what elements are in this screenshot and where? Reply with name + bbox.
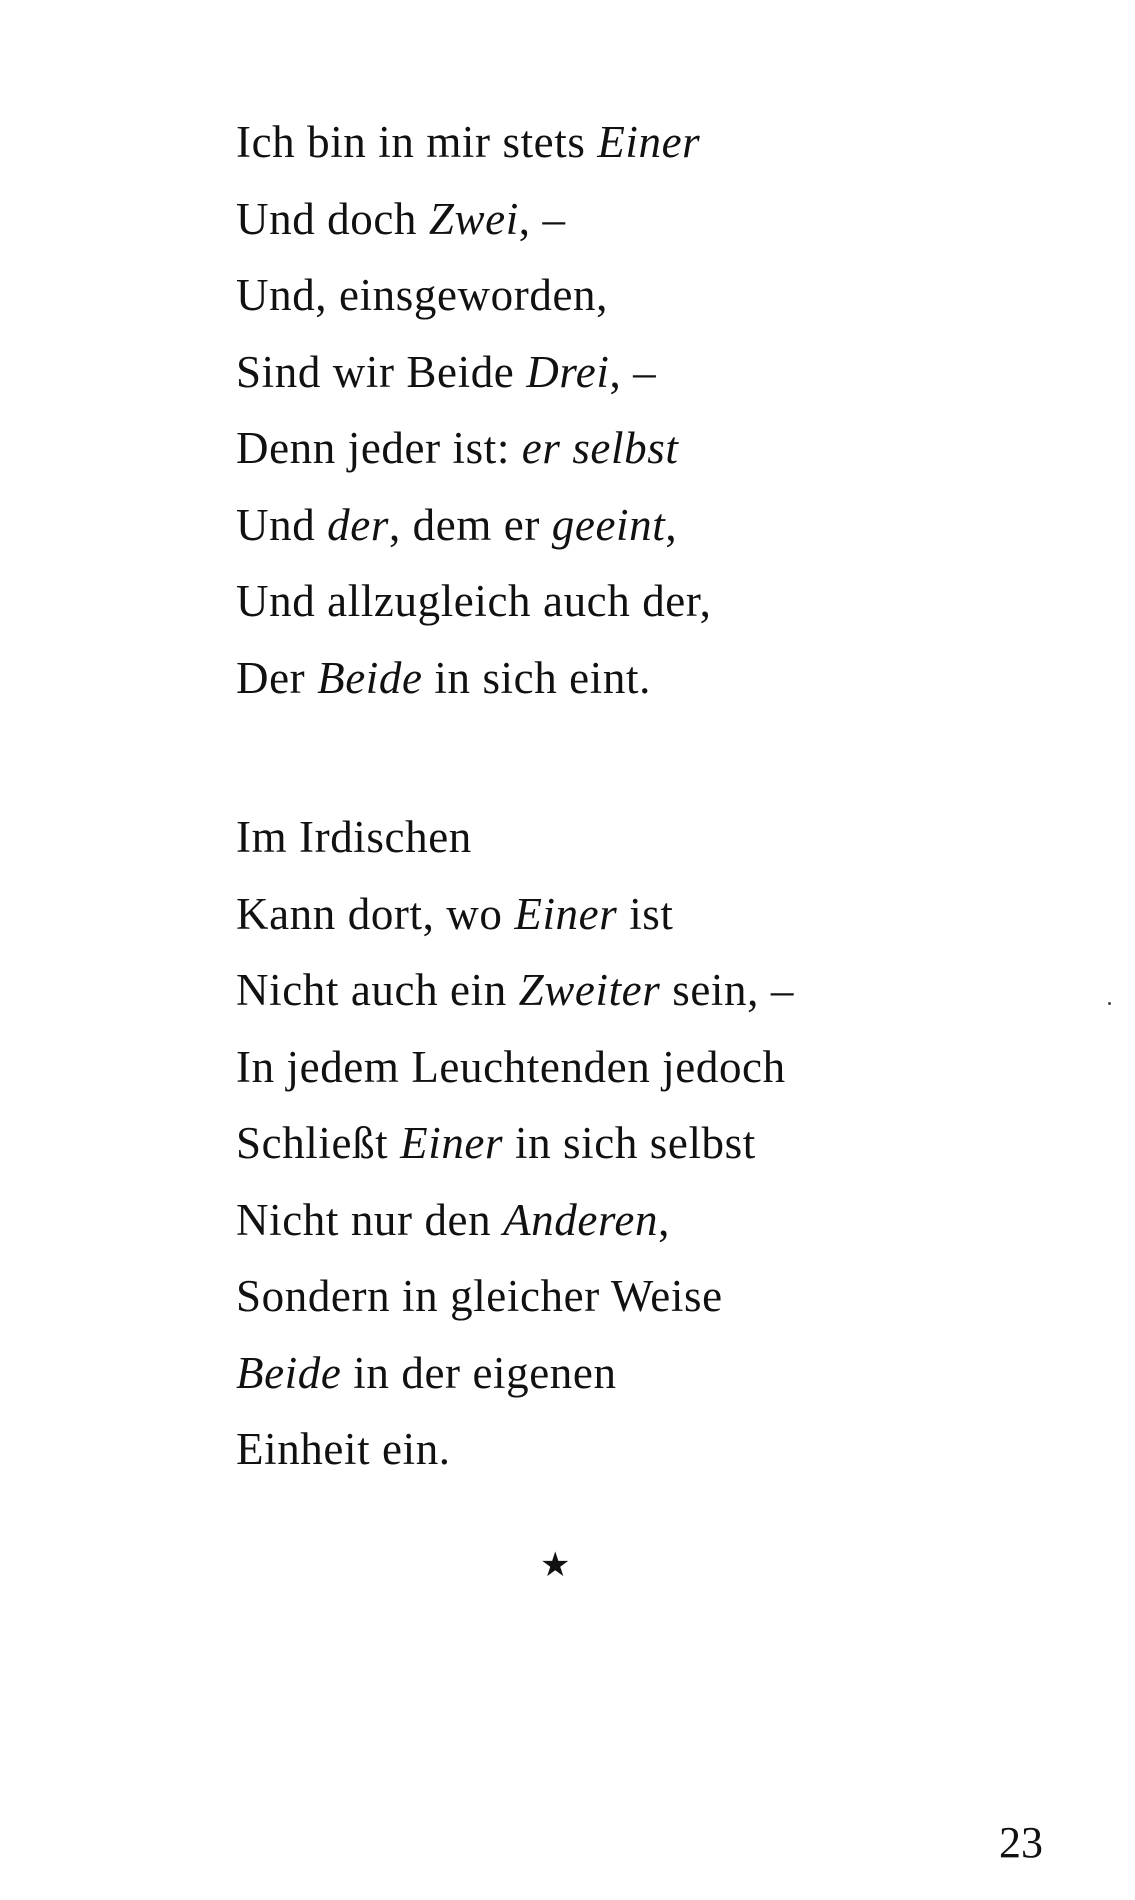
emphasized-word: Anderen	[503, 1194, 659, 1245]
poem-line	[236, 952, 794, 1029]
line-text: , dem er	[388, 499, 552, 550]
line-text: , –	[518, 193, 566, 244]
line-text: Nicht auch ein	[236, 965, 519, 1015]
line-text: , –	[609, 346, 657, 397]
emphasized-word: Zwei	[428, 193, 519, 244]
poem-stanza-2	[236, 799, 794, 1488]
poem-stanza-1	[236, 104, 712, 716]
line-text: sein, –	[660, 965, 794, 1015]
emphasized-word: der	[327, 499, 389, 550]
line-text: Und	[236, 499, 328, 550]
line-text: Sondern in gleicher Weise	[236, 1271, 723, 1321]
line-text: ist	[617, 888, 674, 939]
line-text: in der eigenen	[341, 1347, 617, 1398]
emphasized-word: Einer	[597, 117, 701, 167]
poem-line	[236, 487, 712, 564]
emphasized-word: Beide	[236, 1347, 342, 1398]
page-number: 23	[999, 1818, 1043, 1867]
line-text: Ich bin in mir stets	[236, 117, 598, 167]
line-text: Und allzugleich auch der,	[236, 576, 712, 626]
poem-line	[236, 1105, 794, 1182]
poem-line	[236, 257, 712, 334]
line-text: Im Irdischen	[236, 812, 472, 862]
poem-line	[236, 563, 712, 640]
line-text: Der	[236, 652, 318, 703]
emphasized-word: Zweiter	[518, 965, 661, 1015]
line-text: in sich eint.	[422, 652, 651, 703]
line-text: in sich selbst	[503, 1118, 756, 1168]
line-text: ,	[658, 1194, 670, 1245]
emphasized-word: Einer	[400, 1118, 504, 1168]
poem-line	[236, 334, 712, 411]
line-text: Denn jeder ist:	[236, 423, 522, 473]
poem-line	[236, 799, 794, 876]
line-text: Und doch	[236, 193, 429, 244]
emphasized-word: Beide	[317, 652, 423, 703]
emphasized-word: geeint	[551, 499, 666, 550]
line-text: Nicht nur den	[236, 1194, 504, 1245]
line-text: Sind wir Beide	[236, 346, 527, 397]
section-star-ornament: ★	[540, 1545, 571, 1585]
poem-line	[236, 1029, 794, 1106]
line-text: Schließt	[236, 1118, 401, 1168]
poem-line	[236, 640, 712, 717]
line-text: In jedem Leuchtenden jedoch	[236, 1041, 786, 1092]
poem-line	[236, 181, 712, 258]
scan-speck	[1108, 1002, 1111, 1005]
line-text: ,	[665, 499, 678, 550]
emphasized-word: er selbst	[521, 423, 679, 473]
line-text: Einheit ein.	[236, 1424, 451, 1474]
poem-line	[236, 1335, 794, 1412]
line-text: Kann dort, wo	[236, 888, 515, 939]
poem-line	[236, 876, 794, 953]
poem-line	[236, 1182, 794, 1259]
poem-line	[236, 1258, 794, 1335]
poem-line	[236, 410, 712, 487]
poem-line	[236, 104, 712, 181]
emphasized-word: Drei	[526, 346, 610, 397]
line-text: Und, einsgeworden,	[236, 270, 608, 320]
poem-line	[236, 1411, 794, 1488]
emphasized-word: Einer	[514, 888, 618, 939]
